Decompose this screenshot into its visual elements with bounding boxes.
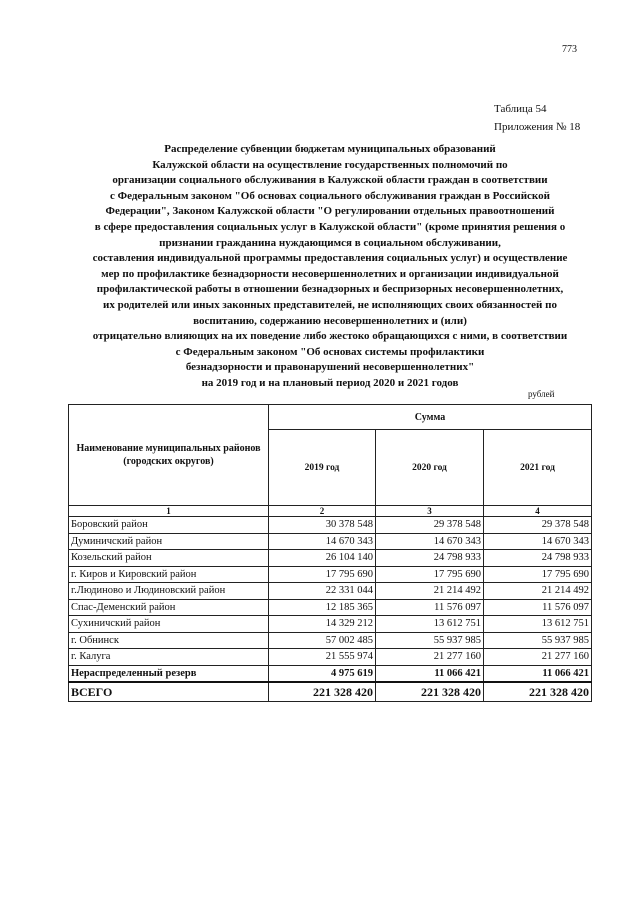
- row-value-2019: 21 555 974: [269, 649, 376, 666]
- row-value-2020: 24 798 933: [376, 550, 484, 567]
- heading-line: безнадзорности и правонарушений несовершеннолетних": [185, 361, 475, 374]
- row-value-2019: 30 378 548: [269, 517, 376, 534]
- row-value-2021: 21 277 160: [484, 649, 592, 666]
- heading-line: Федерации", Законом Калужской области "О регулировании отдельных правоотношений: [105, 205, 555, 218]
- row-value-2019: 17 795 690: [269, 566, 376, 583]
- heading-line: отрицательно влияющих на их поведение либо жестоко обращающихся с ними, в соответствии: [92, 330, 568, 343]
- total-row: [69, 682, 592, 702]
- row-value-2020: 17 795 690: [376, 566, 484, 583]
- row-value-2021: 21 214 492: [484, 583, 592, 600]
- table-row: [69, 566, 592, 583]
- year-header-2021: 2021 год: [484, 430, 592, 506]
- heading-line: Калужской области на осуществление государственных полномочий по: [152, 158, 508, 171]
- unit-label: рублей: [528, 389, 555, 399]
- row-value-2020: 13 612 751: [376, 616, 484, 633]
- table-row: [69, 583, 592, 600]
- row-value-2019: 221 328 420: [269, 682, 376, 702]
- page-number: 773: [562, 44, 577, 55]
- year-header-2019: 2019 год: [269, 430, 376, 506]
- table-row: [69, 550, 592, 567]
- column-number: 3: [376, 506, 484, 517]
- row-name: г. Калуга: [69, 649, 269, 666]
- column-number-row: [69, 506, 592, 517]
- row-value-2020: 29 378 548: [376, 517, 484, 534]
- year-header-2020: 2020 год: [376, 430, 484, 506]
- row-value-2021: 11 576 097: [484, 599, 592, 616]
- row-value-2019: 14 329 212: [269, 616, 376, 633]
- heading-line: мер по профилактике безнадзорности несовершеннолетних и организации индивидуальной: [101, 267, 559, 280]
- heading-line: их родителей или иных законных представителей, не исполняющих своих обязанностей по: [103, 298, 557, 311]
- row-name: ВСЕГО: [69, 682, 269, 702]
- sum-column-header: Сумма: [269, 405, 592, 430]
- table-row: [69, 616, 592, 633]
- row-name: Сухиничский район: [69, 616, 269, 633]
- row-value-2020: 221 328 420: [376, 682, 484, 702]
- document-heading: [50, 142, 610, 392]
- row-name: Думиничский район: [69, 533, 269, 550]
- table-row: [69, 599, 592, 616]
- row-value-2019: 22 331 044: [269, 583, 376, 600]
- table-row: [69, 649, 592, 666]
- row-value-2021: 24 798 933: [484, 550, 592, 567]
- table-row: [69, 632, 592, 649]
- row-name: г. Киров и Кировский район: [69, 566, 269, 583]
- heading-line: Распределение субвенции бюджетам муниципальных образований: [164, 143, 496, 155]
- row-value-2020: 11 576 097: [376, 599, 484, 616]
- column-number: 1: [69, 506, 269, 517]
- row-name: Нераспределенный резерв: [69, 665, 269, 682]
- row-value-2019: 26 104 140: [269, 550, 376, 567]
- column-number: 4: [484, 506, 592, 517]
- heading-line: воспитанию, содержанию несовершеннолетних и (или): [193, 314, 467, 327]
- heading-line: с Федеральным законом "Об основах социального обслуживания граждан в Российской: [110, 189, 550, 202]
- row-value-2021: 17 795 690: [484, 566, 592, 583]
- table-row: [69, 533, 592, 550]
- heading-line: составления индивидуальной программы предоставления социальных услуг) и осуществление: [92, 252, 568, 265]
- row-name: Козельский район: [69, 550, 269, 567]
- heading-line: организации социального обслуживания в Калужской области граждан в соответствии: [112, 174, 548, 187]
- table-label-block: [494, 100, 580, 136]
- column-number: 2: [269, 506, 376, 517]
- reserve-row: [69, 665, 592, 682]
- row-value-2021: 14 670 343: [484, 533, 592, 550]
- row-value-2021: 11 066 421: [484, 665, 592, 682]
- name-column-header: Наименование муниципальных районов (городских округов): [69, 405, 269, 506]
- row-value-2021: 29 378 548: [484, 517, 592, 534]
- heading-line: профилактической работы в отношении безнадзорных и беспризорных несовершеннолетних,: [96, 283, 564, 296]
- heading-line: признании гражданина нуждающимся в социальном обслуживании,: [159, 236, 501, 249]
- row-value-2021: 221 328 420: [484, 682, 592, 702]
- heading-line: на 2019 год и на плановый период 2020 и 2021 годов: [201, 376, 459, 389]
- table-number-label: Таблица 54: [494, 103, 547, 115]
- appendix-label: Приложения № 18: [494, 121, 581, 133]
- row-value-2019: 57 002 485: [269, 632, 376, 649]
- heading-line: с Федеральным законом "Об основах системы профилактики: [175, 345, 485, 358]
- row-name: Спас-Деменский район: [69, 599, 269, 616]
- row-value-2019: 12 185 365: [269, 599, 376, 616]
- row-value-2020: 14 670 343: [376, 533, 484, 550]
- row-name: Боровский район: [69, 517, 269, 534]
- row-value-2021: 55 937 985: [484, 632, 592, 649]
- row-value-2019: 4 975 619: [269, 665, 376, 682]
- row-name: г.Людиново и Людиновский район: [69, 583, 269, 600]
- row-value-2020: 11 066 421: [376, 665, 484, 682]
- row-value-2020: 55 937 985: [376, 632, 484, 649]
- row-value-2021: 13 612 751: [484, 616, 592, 633]
- row-value-2020: 21 214 492: [376, 583, 484, 600]
- row-name: г. Обнинск: [69, 632, 269, 649]
- table-row: [69, 517, 592, 534]
- subvention-table: [68, 404, 592, 702]
- heading-line: в сфере предоставления социальных услуг в Калужской области" (кроме принятия решения о: [94, 220, 566, 233]
- row-value-2020: 21 277 160: [376, 649, 484, 666]
- row-value-2019: 14 670 343: [269, 533, 376, 550]
